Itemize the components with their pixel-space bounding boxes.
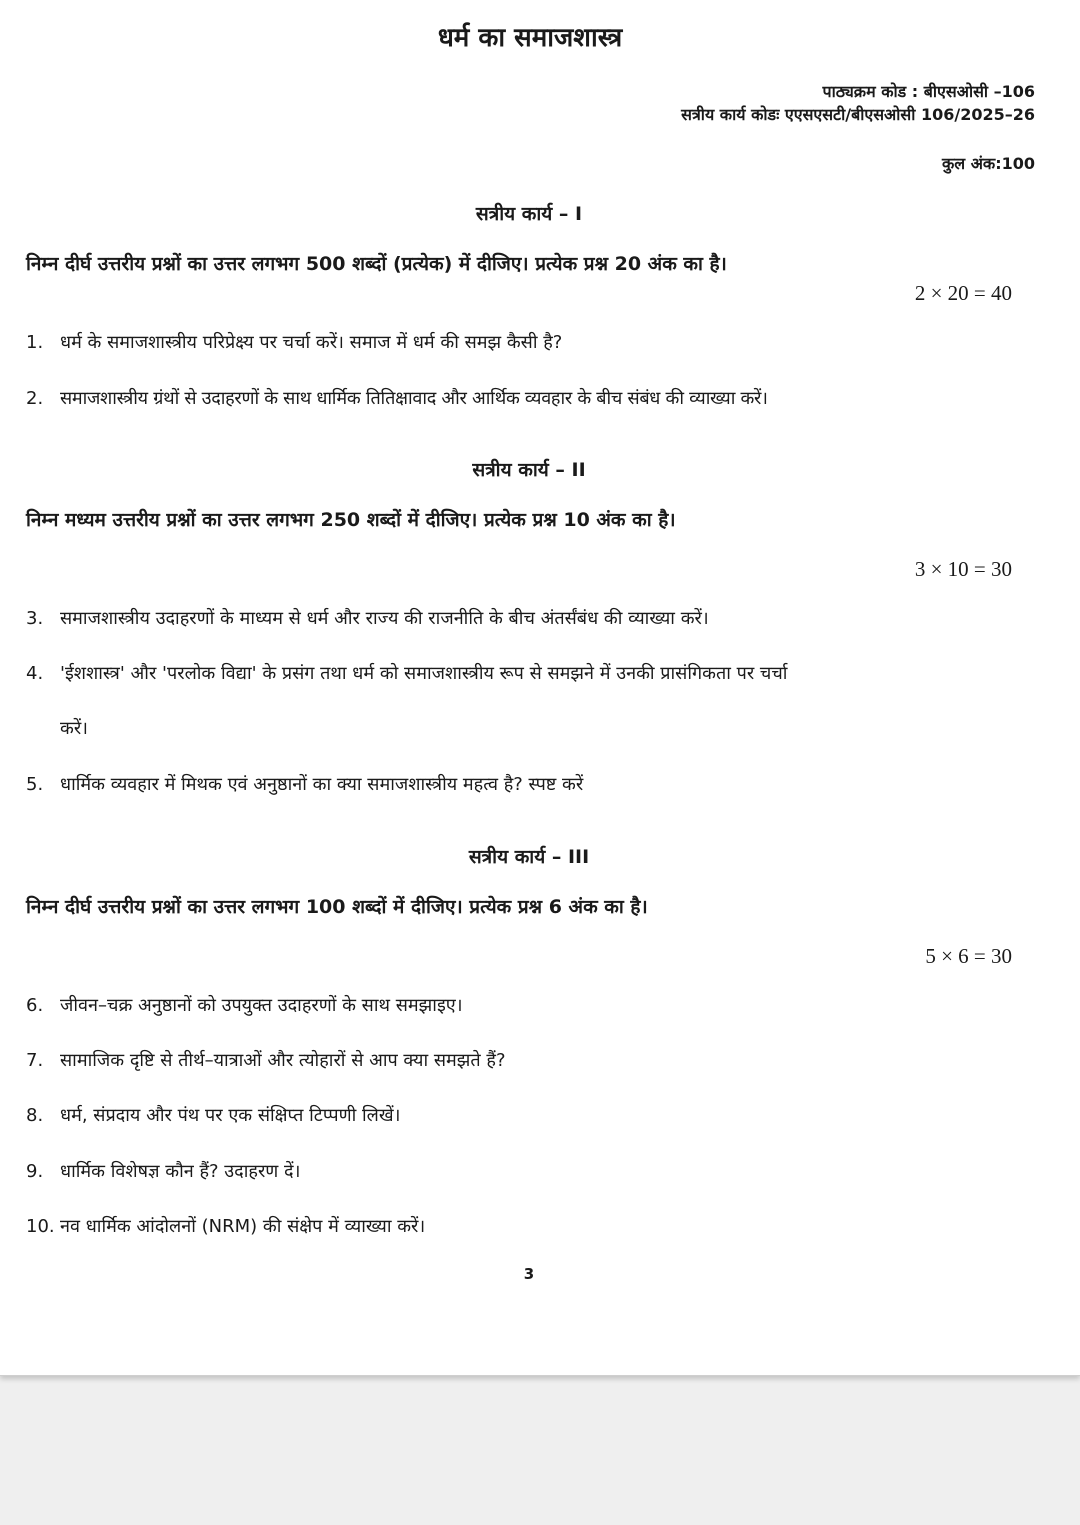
- question-item: [26, 606, 709, 630]
- section-marks-2: 3 × 10 = 30: [914, 557, 1012, 581]
- section-marks-3: 5 × 6 = 30: [925, 944, 1012, 968]
- question-text: नव धार्मिक आंदोलनों (NRM) की संक्षेप में व्याख्या करें।: [60, 1216, 426, 1237]
- question-number: 5.: [26, 774, 44, 795]
- question-text: समाजशास्त्रीय उदाहरणों के माध्यम से धर्म और राज्य की राजनीति के बीच अंतर्संबंध की व्याख्या करें।: [60, 608, 709, 629]
- question-text: धार्मिक व्यवहार में मिथक एवं अनुष्ठानों का क्या समाजशास्त्रीय महत्व है? स्पष्ट करें: [60, 774, 584, 795]
- section-marks-1: 2 × 20 = 40: [914, 281, 1012, 305]
- question-number: 7.: [26, 1050, 44, 1071]
- question-text: 'ईशशास्त्र' और 'परलोक विद्या' के प्रसंग तथा धर्म को समाजशास्त्रीय रूप से समझने में उनकी प्रासंगिकता पर चर्चा: [60, 663, 788, 684]
- question-number: 1.: [26, 332, 44, 353]
- question-text: समाजशास्त्रीय ग्रंथों से उदाहरणों के साथ धार्मिक तितिक्षावाद और आर्थिक व्यवहार के बीच संबंध की व्याख्या करें।: [60, 388, 768, 409]
- section-instruction-3: निम्न दीर्घ उत्तरीय प्रश्नों का उत्तर लगभग 100 शब्दों में दीजिए। प्रत्येक प्रश्न 6 अंक का है।: [26, 896, 648, 918]
- question-item: [26, 1048, 506, 1072]
- question-number: 2.: [26, 388, 44, 409]
- page-number: 3: [523, 1265, 535, 1283]
- question-text: धर्म के समाजशास्त्रीय परिप्रेक्ष्य पर चर्चा करें। समाज में धर्म की समझ कैसी है?: [60, 332, 563, 353]
- section-instruction-1: निम्न दीर्घ उत्तरीय प्रश्नों का उत्तर लगभग 500 शब्दों (प्रत्येक) में दीजिए। प्रत्येक प्रश्न 20 अंक का है।: [26, 253, 727, 275]
- section-instruction-2: निम्न मध्यम उत्तरीय प्रश्नों का उत्तर लगभग 250 शब्दों में दीजिए। प्रत्येक प्रश्न 10 अंक का है।: [26, 509, 676, 531]
- question-text: धार्मिक विशेषज्ञ कौन हैं? उदाहरण दें।: [60, 1161, 301, 1182]
- question-item: [26, 772, 583, 796]
- question-number: 3.: [26, 608, 44, 629]
- question-number: 6.: [26, 995, 44, 1016]
- question-number: 8.: [26, 1105, 44, 1126]
- question-item: [26, 661, 787, 685]
- course-code: पाठ्यक्रम कोड : बीएसओसी –106: [822, 82, 1035, 101]
- question-item: [26, 1159, 300, 1183]
- question-item: [26, 330, 562, 354]
- question-continuation: करें।: [60, 718, 89, 739]
- document-title: धर्म का समाजशास्त्र: [437, 23, 623, 53]
- section-heading-3: सत्रीय कार्य – III: [468, 846, 590, 868]
- assignment-code: सत्रीय कार्य कोडः एएसएसटी/बीएसओसी 106/2025–26: [681, 105, 1035, 124]
- section-heading-1: सत्रीय कार्य – I: [475, 203, 583, 225]
- question-text: धर्म, संप्रदाय और पंथ पर एक संक्षिप्त टिप्पणी लिखें।: [60, 1105, 401, 1126]
- question-number: 10.: [26, 1216, 55, 1237]
- total-marks: कुल अंक:100: [941, 154, 1035, 173]
- question-item: [26, 1214, 425, 1238]
- question-text: जीवन–चक्र अनुष्ठानों को उपयुक्त उदाहरणों के साथ समझाइए।: [60, 995, 463, 1016]
- question-item: [26, 386, 768, 410]
- question-number: 4.: [26, 663, 44, 684]
- section-heading-2: सत्रीय कार्य – II: [472, 459, 586, 481]
- question-number: 9.: [26, 1161, 44, 1182]
- question-text: सामाजिक दृष्टि से तीर्थ–यात्राओं और त्योहारों से आप क्या समझते हैं?: [60, 1050, 506, 1071]
- question-item: [26, 993, 463, 1017]
- question-item: [26, 1103, 400, 1127]
